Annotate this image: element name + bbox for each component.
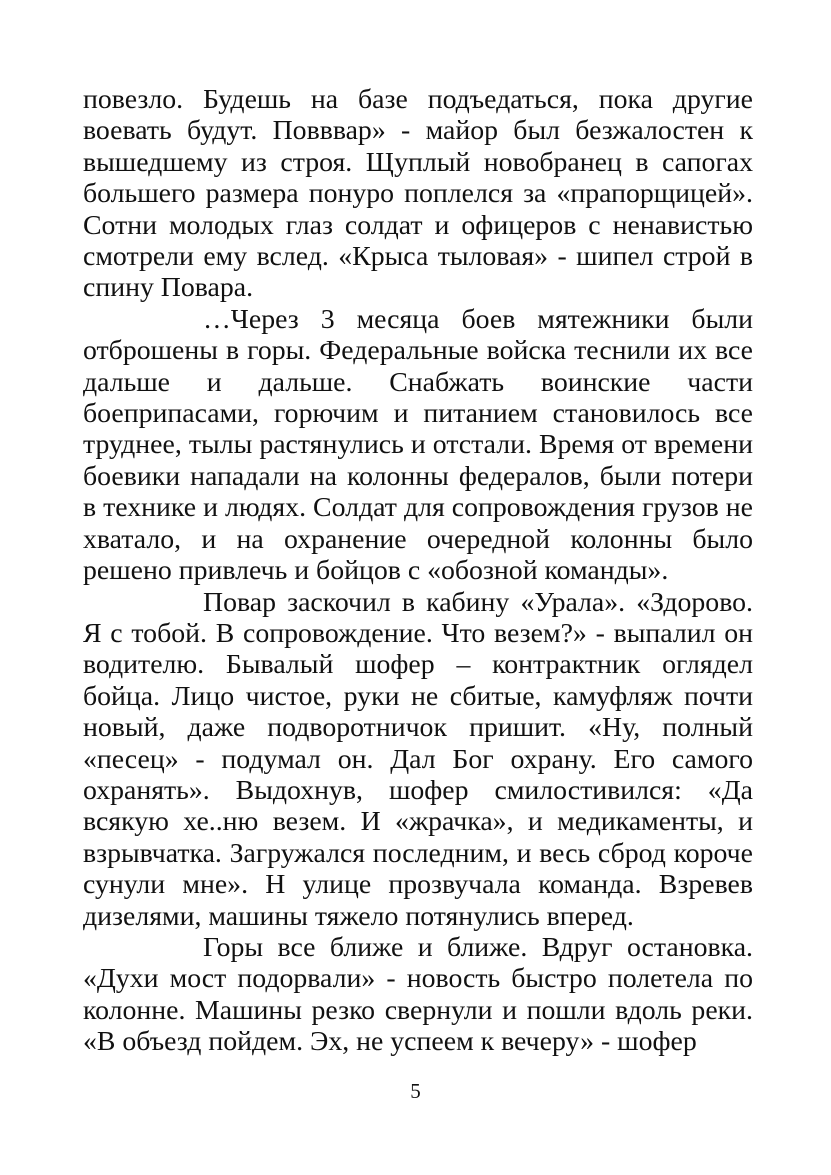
paragraph-2: …Через 3 месяца боев мятежники были отброшены в горы. Федеральные войска теснили их все дальше и дальше. Снабжать воинские части боеприпасами, горючим и питанием становилось все труднее, тылы растянулись и отстали. Время от времени боевики нападали на колонны федералов, были потери в технике и людях. Солдат для сопровождения грузов не хватало, и на охранение очередной колонны было решено привлечь и бойцов с «обозной команды». — [83, 303, 753, 587]
paragraph-4: Горы все ближе и ближе. Вдруг остановка. «Духи мост подорвали» - новость быстро полетела по колонне. Машины резко свернули и пошли вдоль реки. «В объезд пойдем. Эх, не успеем к вечеру» - шофер — [83, 931, 753, 1058]
paragraph-1: повезло. Будешь на базе подъедаться, пока другие воевать будут. Повввар» - майор был безжалостен к вышедшему из строя. Щуплый новобранец в сапогах большего размера понуро поплелся за «прапорщицей». Сотни молодых глаз солдат и офицеров с ненавистью смотрели ему вслед. «Крыса тыловая» - шипел строй в спину Повара. — [83, 84, 753, 304]
paragraph-3: Повар заскочил в кабину «Урала». «Здорово. Я с тобой. В сопровождение. Что везем?» - выпалил он водителю. Бывалый шофер – контрактник оглядел бойца. Лицо чистое, руки не сбитые, камуфляж почти новый, даже подворотничок пришит. «Ну, полный «песец» - подумал он. Дал Бог охрану. Его самого охранять». Выдохнув, шофер смилостивился: «Да всякую хе..ню везем. И «жрачка», и медикаменты, и взрывчатка. Загружался последним, и весь сброд короче сунули мне». Н улице прозвучала команда. Взревев дизелями, машины тяжело потянулись вперед. — [83, 586, 753, 932]
page-number: 5 — [410, 1079, 421, 1103]
body-text — [83, 84, 753, 1058]
